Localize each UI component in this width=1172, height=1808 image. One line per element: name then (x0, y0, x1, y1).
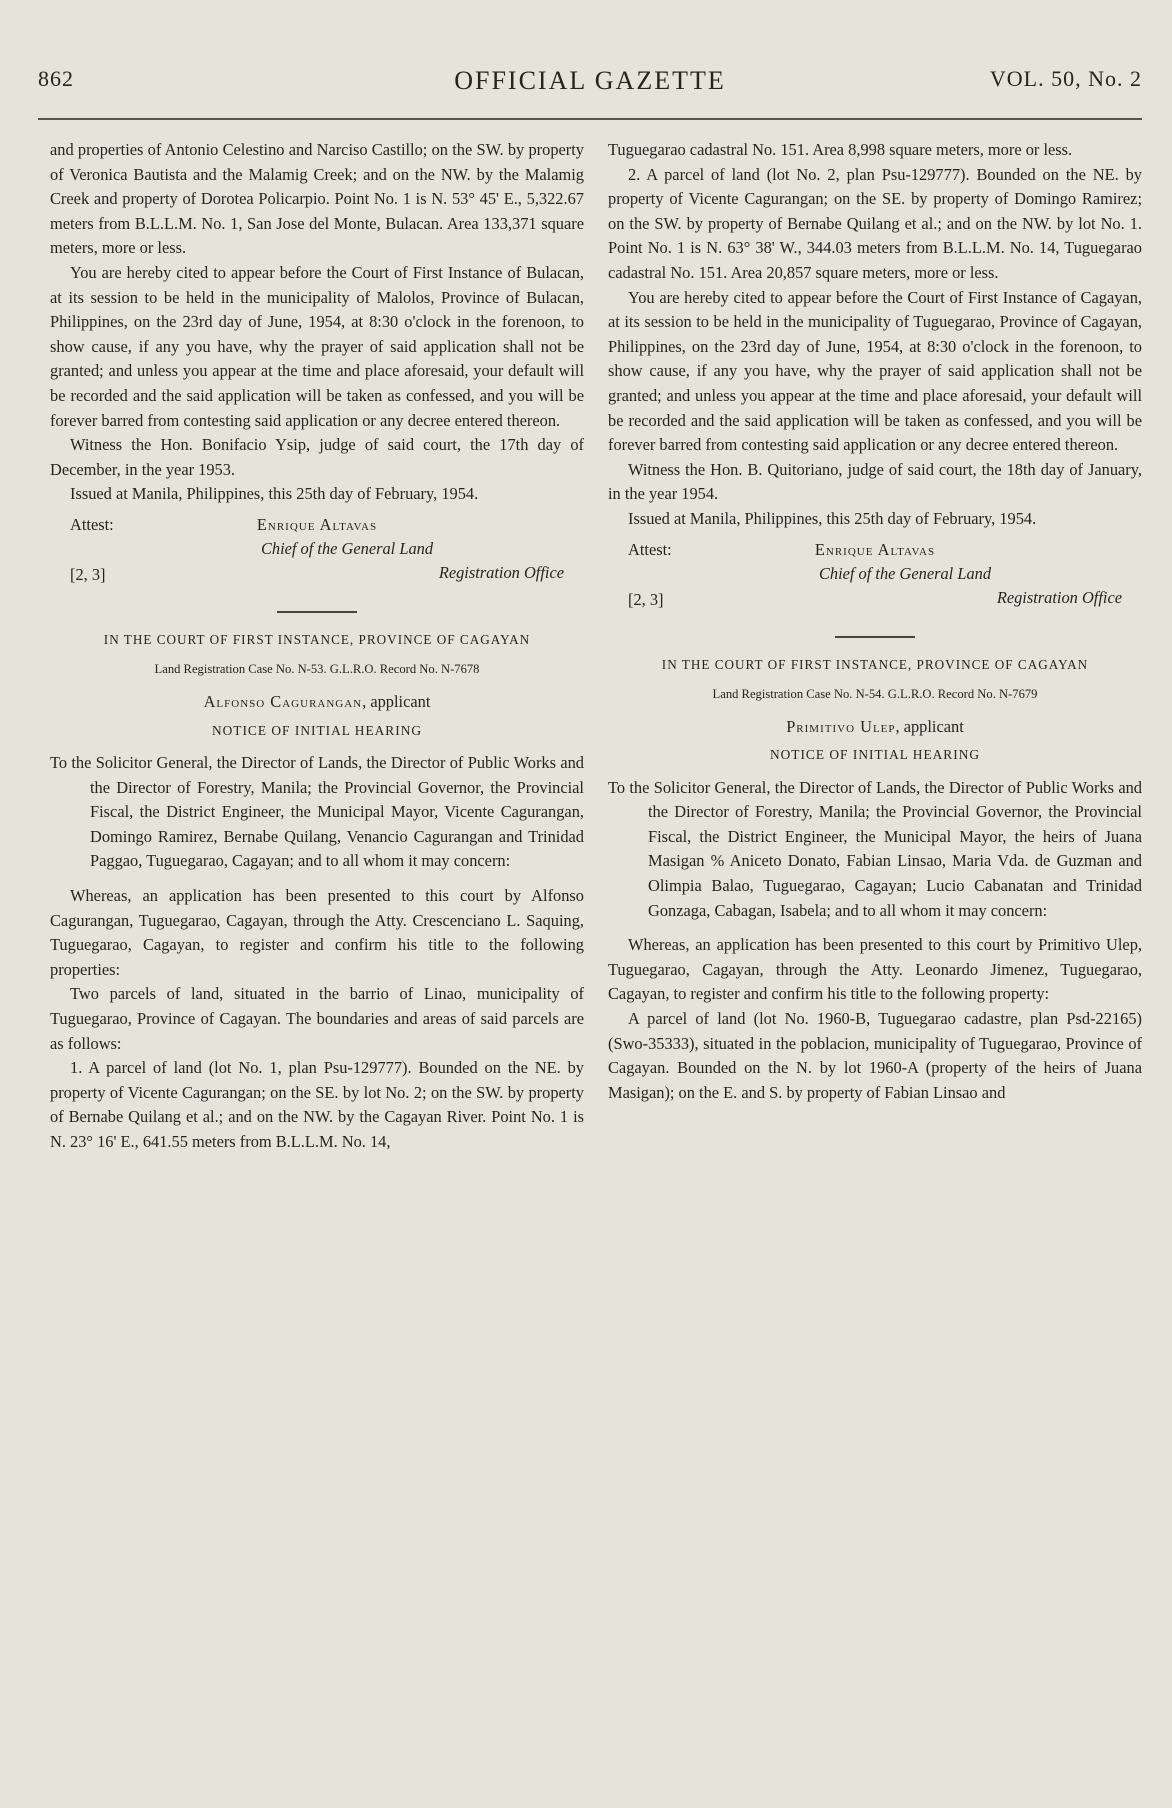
court-heading: IN THE COURT OF FIRST INSTANCE, PROVINCE OF CAGAYAN (661, 656, 1089, 672)
page-header (38, 66, 1142, 106)
attest-label: Attest: (70, 514, 114, 534)
paragraph: and properties of Antonio Celestino and Narciso Castillo; on the SW. by property of Veronica Bautista and the Malamig Creek; and on the NW. by the Malamig Creek and property of Dorotea Policarpio. Point No. 1 is N. 53° 45' E., 5,322.67 meters from B.L.L.M. No. 1, San Jose del Monte, Bulacan. Area 133,371 square meters, more or less. (50, 140, 584, 258)
left-column (50, 138, 584, 1155)
paragraph: Issued at Manila, Philippines, this 25th day of February, 1954. (70, 484, 479, 504)
paragraph: Tuguegarao cadastral No. 151. Area 8,998 square meters, more or less. (608, 140, 1073, 159)
paragraph: A parcel of land (lot No. 1960-B, Tuguegarao cadastre, plan Psd-22165) (Swo-35333), situated in the poblacion, municipality of Tuguegarao, Province of Cagayan. Bounded on the N. by lot 1960-A (property of the heirs of Juana Masigan); on the E. and S. by property of Fabian Linsao and (608, 1009, 1142, 1102)
attest-title-line1: Chief of the General Land (818, 563, 992, 583)
attest-title-line1: Chief of the General Land (260, 538, 434, 558)
attestation (50, 513, 584, 593)
publication-title: OFFICIAL GAZETTE (454, 66, 726, 95)
addressees: To the Solicitor General, the Director of Lands, the Director of Public Works and the Director of Forestry, Manila; the Provincial Governor, the Provincial Fiscal, the District Engineer, the Municipal Mayor, Vicente Cagurangan, Domingo Ramirez, Bernabe Quilang, Venancio Cagurangan and Trinidad Paggao, Tuguegarao, Cagayan; and to all whom it may concern: (50, 753, 584, 871)
case-reference: Land Registration Case No. N-54. G.L.R.O. Record No. N-7679 (712, 686, 1038, 701)
paragraph: Issued at Manila, Philippines, this 25th day of February, 1954. (628, 508, 1037, 528)
paragraph: Two parcels of land, situated in the barrio of Linao, municipality of Tuguegarao, Province of Cagayan. The boundaries and areas of said parcels are as follows: (50, 984, 584, 1053)
header-rule (38, 118, 1142, 120)
paragraph: Witness the Hon. Bonifacio Ysip, judge of said court, the 17th day of December, in the year 1953. (50, 435, 584, 479)
applicant-name: Alfonso Cagurangan (203, 691, 363, 711)
applicant-suffix: , applicant (895, 716, 964, 736)
applicant-line (50, 690, 584, 715)
case-reference: Land Registration Case No. N-53. G.L.R.O. Record No. N-7678 (154, 661, 480, 676)
applicant-suffix: , applicant (362, 691, 431, 711)
page-number: 862 (38, 66, 74, 91)
addressees: To the Solicitor General, the Director of Lands, the Director of Public Works and the Director of Forestry, Manila; the Provincial Governor, the Provincial Fiscal, the District Engineer, the Municipal Mayor, the heirs of Juana Masigan % Aniceto Donato, Fabian Linsao, Maria Vda. de Guzman and Olimpia Balao, Tuguegarao, Cagayan; Lucio Cabanatan and Trinidad Gonzaga, Cabagan, Isabela; and to all whom it may concern: (608, 777, 1142, 920)
paragraph: Whereas, an application has been presented to this court by Alfonso Cagurangan, Tuguegarao, Cagayan, through the Atty. Crescenciano L. Saquing, Tuguegarao, Cagayan, to register and confirm his title to the following properties: (50, 886, 584, 979)
applicant-line (608, 715, 1142, 740)
applicant-name: Primitivo Ulep (786, 716, 896, 736)
attest-title-line2: Registration Office (438, 562, 564, 582)
attest-title-line2: Registration Office (996, 587, 1122, 607)
issue-code: [2, 3] (628, 589, 664, 609)
paragraph: Witness the Hon. B. Quitoriano, judge of said court, the 18th day of January, in the year 1954. (608, 459, 1142, 504)
attestation (608, 538, 1142, 618)
notice-title: NOTICE OF INITIAL HEARING (769, 747, 981, 763)
paragraph: Whereas, an application has been presented to this court by Primitivo Ulep, Tuguegarao, Cagayan, through the Atty. Leonardo Jimenez, Tuguegarao, Cagayan, to register and confirm his title to the following property: (608, 935, 1142, 1004)
right-column (608, 138, 1142, 1105)
paragraph: 2. A parcel of land (lot No. 2, plan Psu-129777). Bounded on the NE. by property of Vicente Cagurangan; on the SE. by property of Domingo Ramirez; on the SW. by property of Bernabe Quilang et al.; and on the NW. by lot No. 1. Point No. 1 is N. 63° 38' W., 344.03 meters from B.L.L.M. No. 14, Tuguegarao cadastral No. 151. Area 20,857 square meters, more or less. (608, 164, 1142, 282)
attest-signatory: Enrique Altavas (814, 539, 936, 559)
volume-number: VOL. 50, No. 2 (989, 66, 1142, 91)
section-divider (835, 636, 915, 638)
paragraph: You are hereby cited to appear before the Court of First Instance of Cagayan, at its session to be held in the municipality of Tuguegarao, Province of Cagayan, Philippines, on the 23rd day of June, 1954, at 8:30 o'clock in the forenoon, to show cause, if any you have, why the prayer of said application shall not be granted; and unless you appear at the time and place aforesaid, your default will be recorded and the said application will be taken as confessed, and you will be forever barred from contesting said application or any decree entered thereon. (608, 287, 1142, 455)
attest-label: Attest: (628, 539, 672, 559)
paragraph: 1. A parcel of land (lot No. 1, plan Psu-129777). Bounded on the NE. by property of Vicente Cagurangan; on the SE. by lot No. 2; on the SW. by property of Bernabe Quilang et al.; and on the NW. by the Cagayan River. Point No. 1 is N. 23° 16' E., 641.55 meters from B.L.L.M. No. 14, (50, 1058, 584, 1151)
section-divider (277, 611, 357, 613)
notice-title: NOTICE OF INITIAL HEARING (211, 722, 423, 738)
attest-signatory: Enrique Altavas (256, 514, 378, 534)
issue-code: [2, 3] (70, 564, 106, 584)
court-heading: IN THE COURT OF FIRST INSTANCE, PROVINCE OF CAGAYAN (103, 631, 531, 647)
paragraph: You are hereby cited to appear before the Court of First Instance of Bulacan, at its session to be held in the municipality of Malolos, Province of Bulacan, Philippines, on the 23rd day of June, 1954, at 8:30 o'clock in the forenoon, to show cause, if any you have, why the prayer of said application shall not be granted; and unless you appear at the time and place aforesaid, your default will be recorded and the said application will be taken as confessed, and you will be forever barred from contesting said application or any decree entered thereon. (50, 262, 584, 430)
